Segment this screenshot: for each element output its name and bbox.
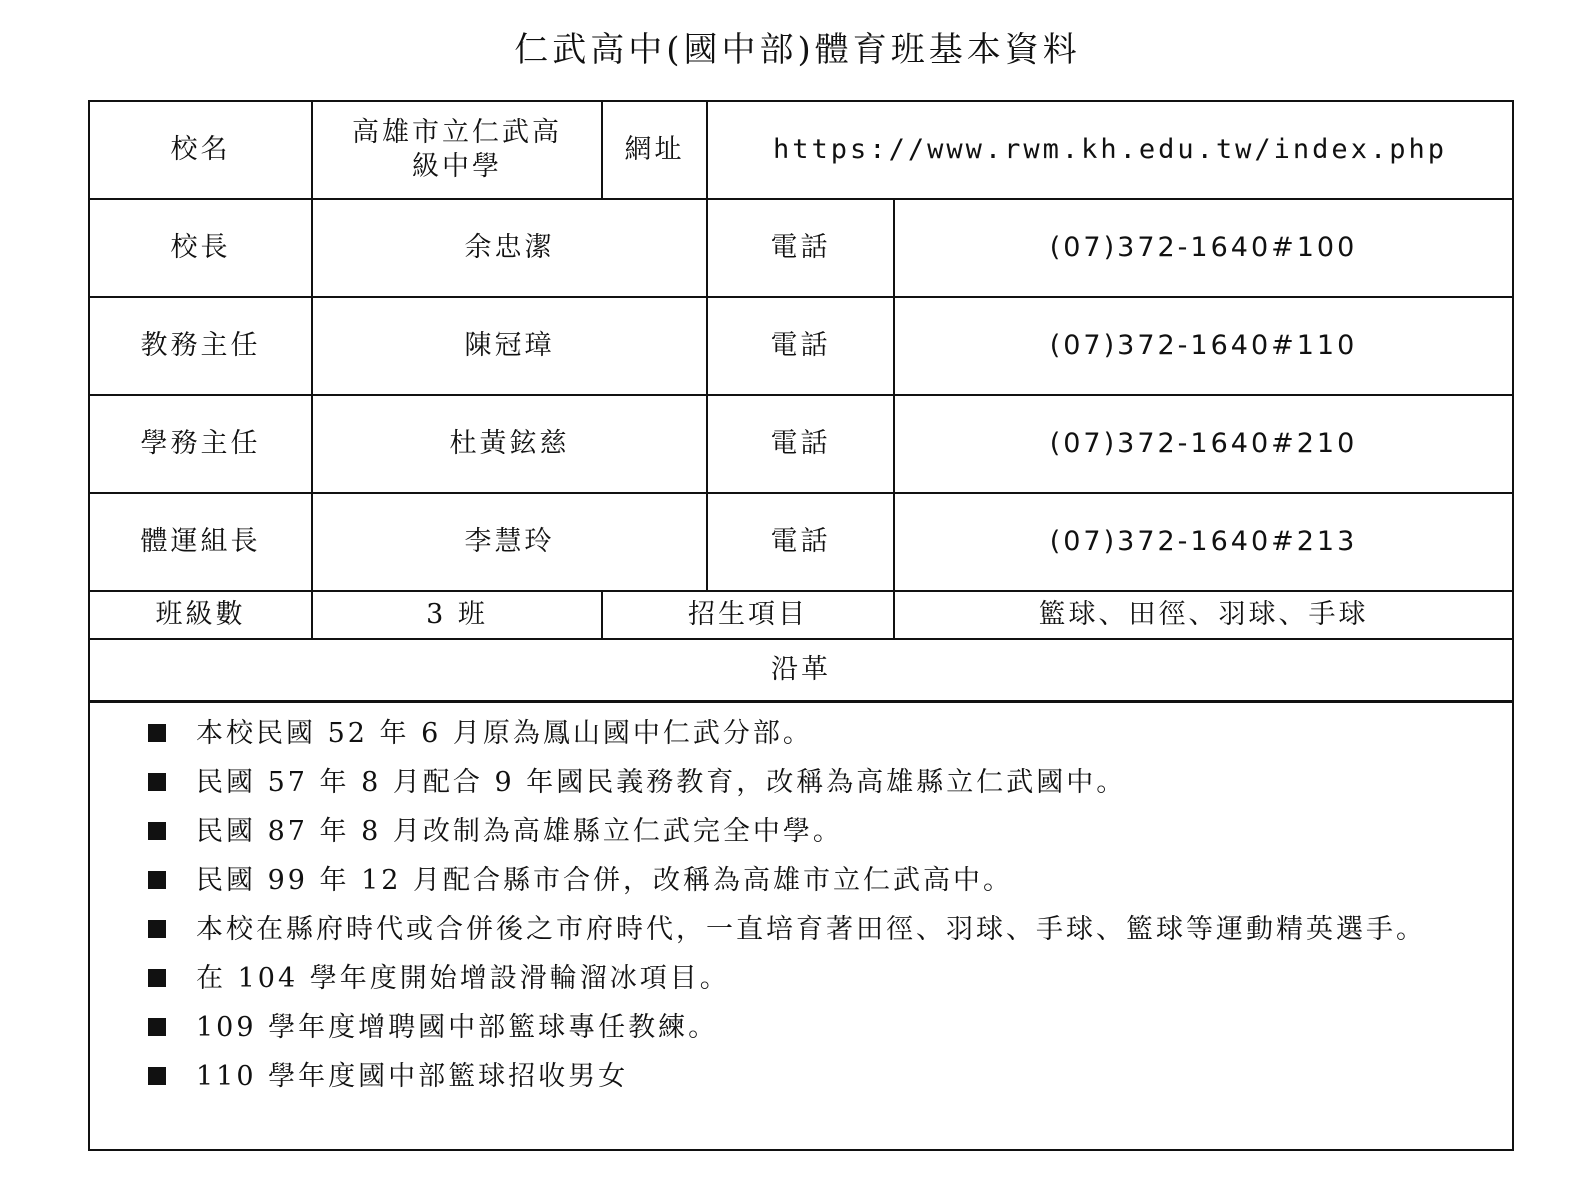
- phone-number: (07)372-1640#100: [894, 199, 1513, 297]
- staff-name: 陳冠璋: [312, 297, 707, 395]
- square-bullet-icon: [148, 822, 166, 840]
- history-header-row: [89, 639, 1513, 702]
- history-item-text: 在 104 學年度開始增設滑輪溜冰項目。: [196, 963, 730, 994]
- staff-role: 學務主任: [89, 395, 312, 493]
- school-name-row: [89, 101, 1513, 199]
- history-list: [148, 709, 1482, 1101]
- school-url[interactable]: https://www.rwm.kh.edu.tw/index.php: [707, 101, 1513, 199]
- square-bullet-icon: [148, 773, 166, 791]
- list-item: [148, 807, 1482, 856]
- phone-number: (07)372-1640#110: [894, 297, 1513, 395]
- phone-label: 電話: [707, 297, 894, 395]
- recruit-label: 招生項目: [602, 591, 894, 639]
- list-item: [148, 1052, 1482, 1101]
- staff-name: 杜黃鉉慈: [312, 395, 707, 493]
- history-content-row: [89, 702, 1513, 1151]
- staff-row-student-affairs-director: [89, 395, 1513, 493]
- school-name-label: 校名: [89, 101, 312, 199]
- square-bullet-icon: [148, 1067, 166, 1085]
- history-item-text: 民國 57 年 8 月配合 9 年國民義務教育，改稱為高雄縣立仁武國中。: [196, 767, 1127, 798]
- history-item-text: 本校民國 52 年 6 月原為鳳山國中仁武分部。: [196, 718, 813, 749]
- class-count-value: 3 班: [312, 591, 602, 639]
- page-title: 仁武高中(國中部)體育班基本資料: [514, 30, 1081, 70]
- history-item-text: 民國 87 年 8 月改制為高雄縣立仁武完全中學。: [196, 816, 843, 847]
- history-item-text: 110 學年度國中部籃球招收男女: [196, 1061, 629, 1092]
- list-item: [148, 709, 1482, 758]
- history-heading: 沿革: [89, 639, 1513, 702]
- phone-label: 電話: [707, 395, 894, 493]
- staff-role: 教務主任: [89, 297, 312, 395]
- staff-row-principal: [89, 199, 1513, 297]
- list-item: [148, 1003, 1482, 1052]
- school-name-value: 高雄市立仁武高級中學: [312, 101, 602, 199]
- list-item: [148, 954, 1482, 1003]
- recruit-value: 籃球、田徑、羽球、手球: [894, 591, 1513, 639]
- staff-row-sports-section-chief: [89, 493, 1513, 591]
- square-bullet-icon: [148, 969, 166, 987]
- phone-number: (07)372-1640#210: [894, 395, 1513, 493]
- square-bullet-icon: [148, 871, 166, 889]
- phone-label: 電話: [707, 493, 894, 591]
- list-item: [148, 905, 1482, 954]
- staff-name: 余忠潔: [312, 199, 707, 297]
- list-item: [148, 758, 1482, 807]
- class-count-label: 班級數: [89, 591, 312, 639]
- url-label: 網址: [602, 101, 707, 199]
- staff-role: 體運組長: [89, 493, 312, 591]
- classes-row: [89, 591, 1513, 639]
- square-bullet-icon: [148, 724, 166, 742]
- history-item-text: 109 學年度增聘國中部籃球專任教練。: [196, 1012, 719, 1043]
- staff-role: 校長: [89, 199, 312, 297]
- list-item: [148, 856, 1482, 905]
- school-info-table: [88, 100, 1514, 1151]
- history-item-text: 本校在縣府時代或合併後之市府時代，一直培育著田徑、羽球、手球、籃球等運動精英選手。: [196, 914, 1426, 945]
- staff-row-academic-director: [89, 297, 1513, 395]
- phone-number: (07)372-1640#213: [894, 493, 1513, 591]
- history-cell: [89, 702, 1513, 1151]
- square-bullet-icon: [148, 1018, 166, 1036]
- square-bullet-icon: [148, 920, 166, 938]
- phone-label: 電話: [707, 199, 894, 297]
- staff-name: 李慧玲: [312, 493, 707, 591]
- history-item-text: 民國 99 年 12 月配合縣市合併，改稱為高雄市立仁武高中。: [196, 865, 1014, 896]
